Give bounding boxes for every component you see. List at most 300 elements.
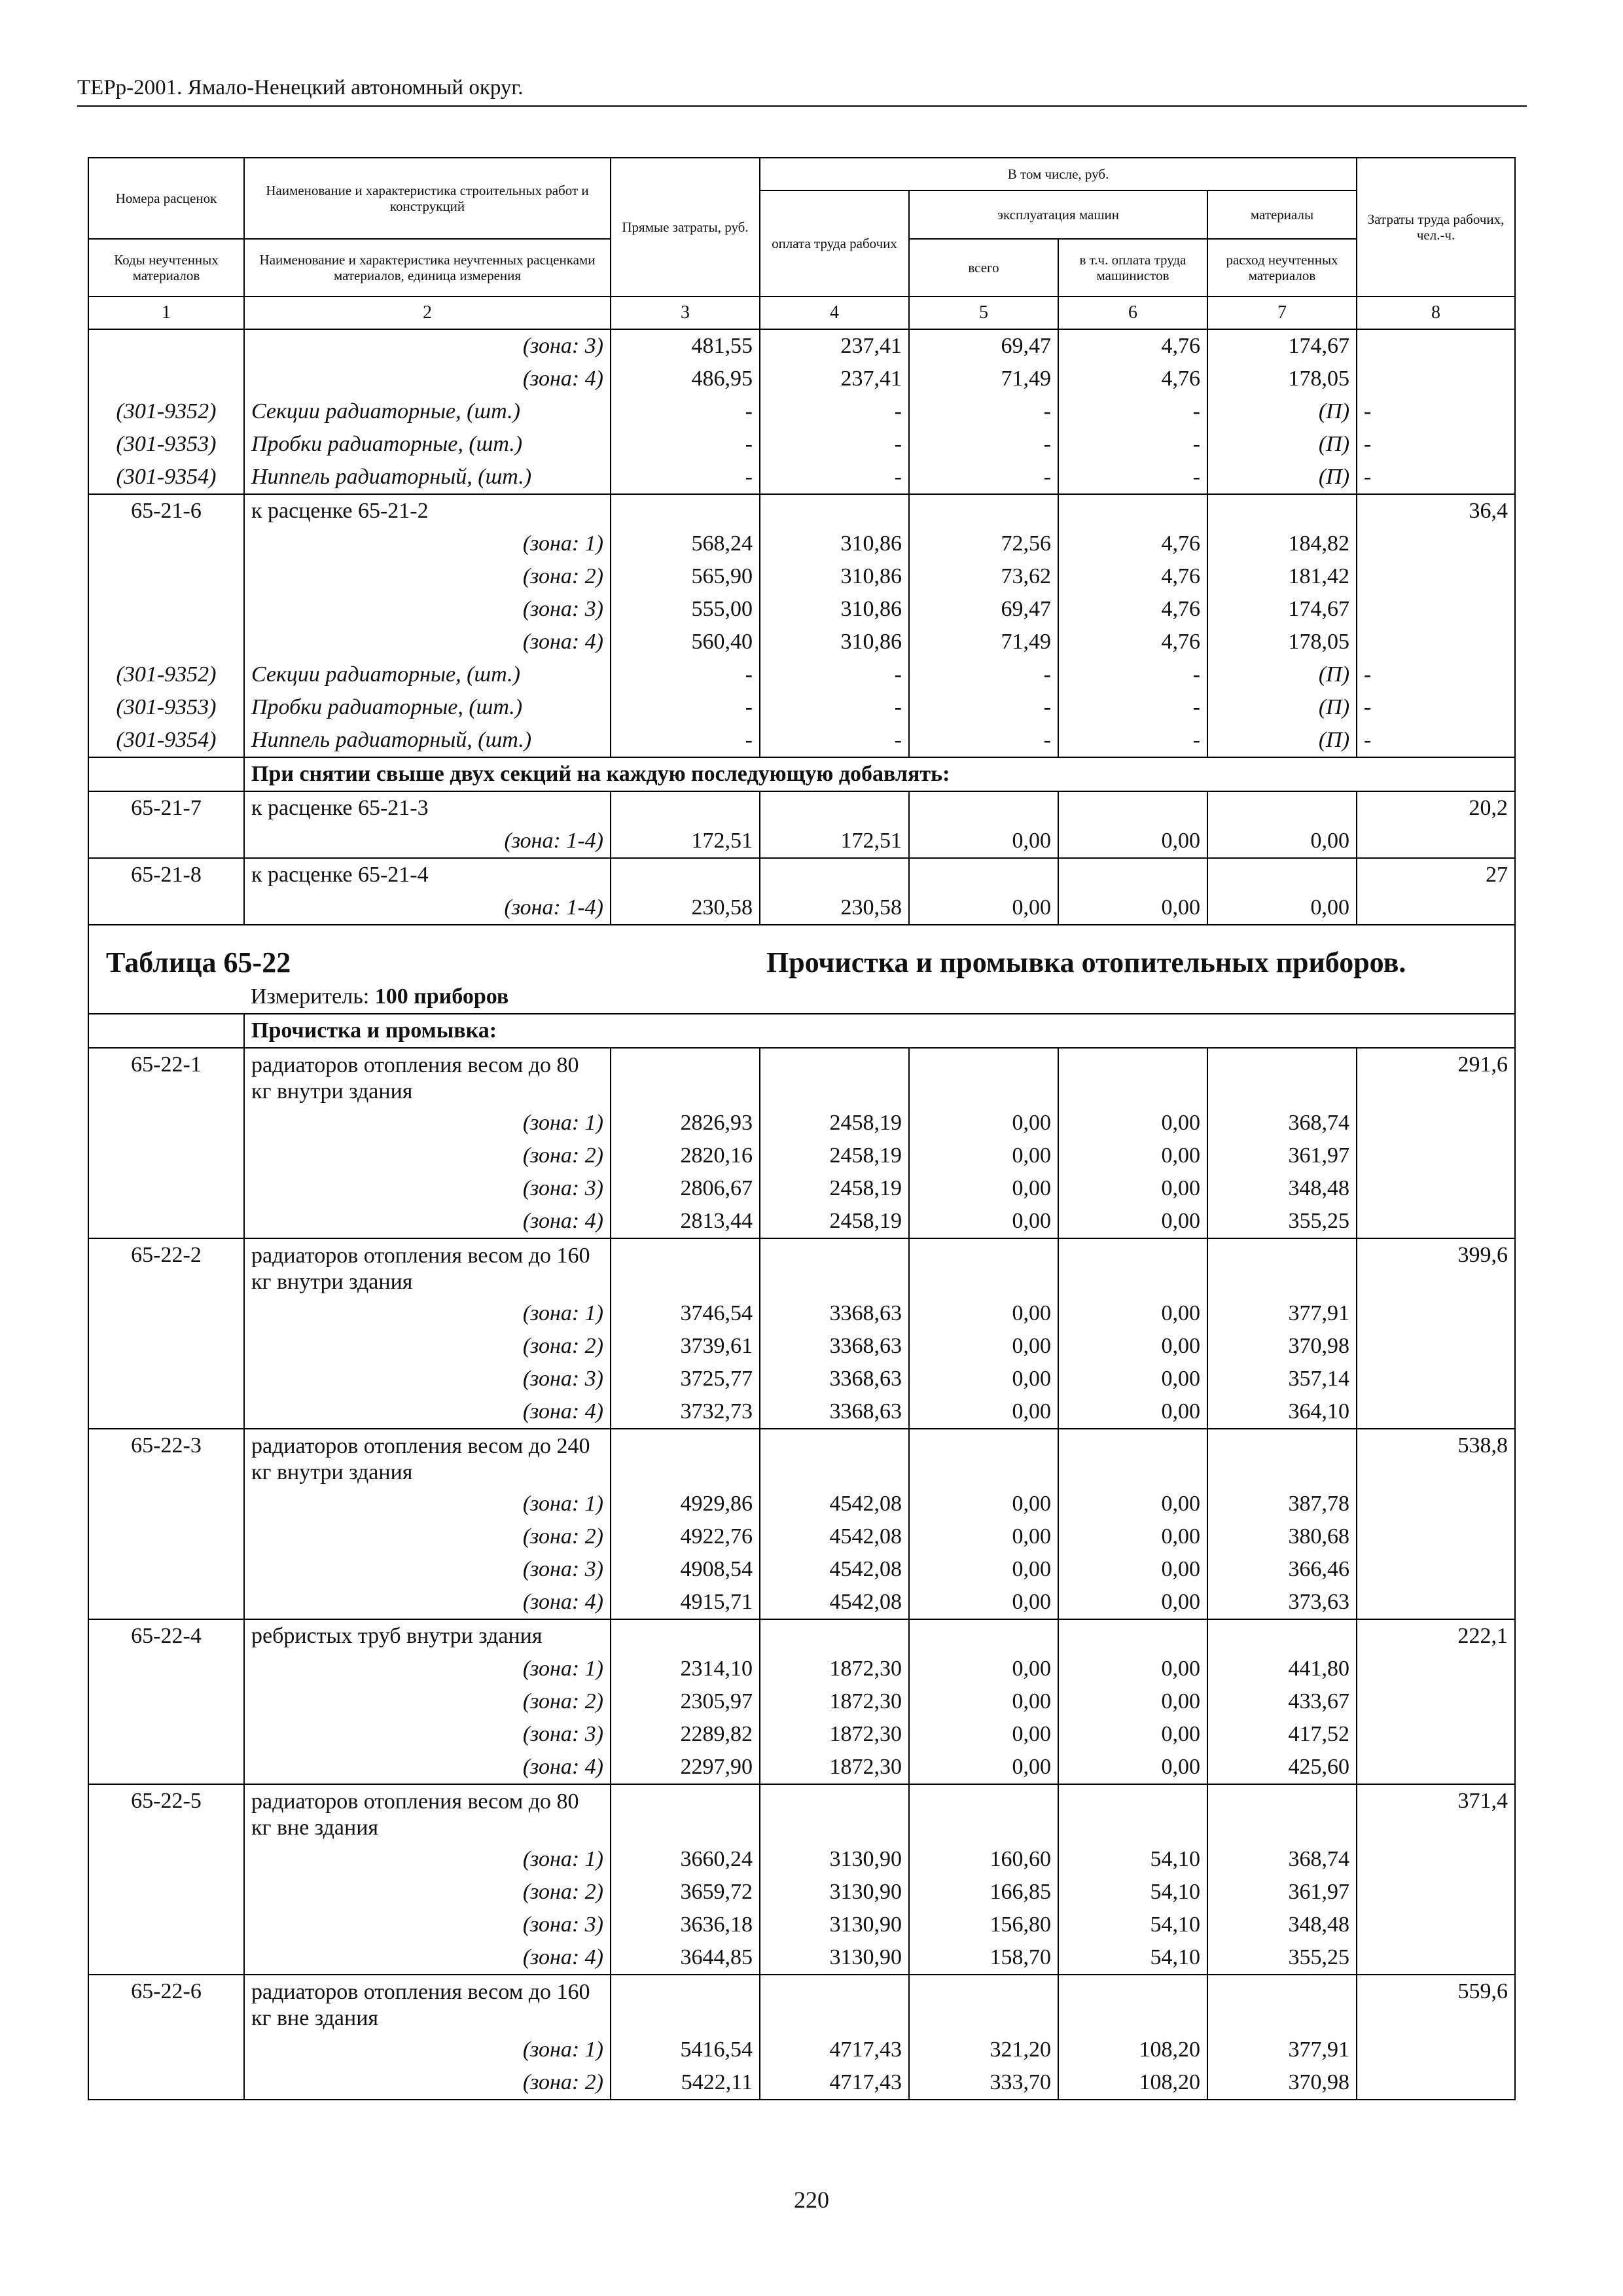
col-number: 6 (1058, 296, 1207, 329)
cost-value: 481,55 (611, 329, 760, 363)
rate-code-cell (88, 1876, 244, 1909)
cost-value: 2820,16 (611, 1139, 760, 1172)
section-title: Прочистка и промывка: (244, 1014, 1515, 1048)
cost-value: 0,00 (909, 1297, 1058, 1330)
table-row (88, 528, 1515, 560)
empty-cell (611, 1048, 760, 1107)
cost-value: 0,00 (1058, 1718, 1207, 1751)
empty-cell (760, 858, 909, 891)
rate-code-cell (88, 1843, 244, 1876)
empty-cell (1207, 1975, 1357, 2034)
material-value: - (611, 658, 760, 691)
labor-cell (1357, 2066, 1515, 2100)
table-row (88, 1941, 1515, 1975)
cost-value: 3732,73 (611, 1395, 760, 1429)
cost-value: 4,76 (1058, 528, 1207, 560)
cost-value: 230,58 (611, 891, 760, 925)
cost-value: 0,00 (1058, 1685, 1207, 1718)
cost-value: 0,00 (909, 1520, 1058, 1553)
table-row (88, 593, 1515, 626)
cost-value: 357,14 (1207, 1363, 1357, 1395)
cost-value: 0,00 (909, 1107, 1058, 1139)
table-row (88, 428, 1515, 461)
rate-code-cell (88, 891, 244, 925)
labor-cell (1357, 825, 1515, 858)
cost-value: 4542,08 (760, 1553, 909, 1586)
table-body (88, 329, 1515, 2100)
cost-value: 0,00 (909, 1205, 1058, 1238)
cost-value: 0,00 (909, 1586, 1058, 1619)
material-value: - (760, 658, 909, 691)
rate-code-cell (88, 1107, 244, 1139)
labor-hours: 222,1 (1357, 1619, 1515, 1653)
zone-label: (зона: 1) (244, 1107, 611, 1139)
labor-cell (1357, 1520, 1515, 1553)
cost-value: 361,97 (1207, 1139, 1357, 1172)
col-number: 8 (1357, 296, 1515, 329)
cost-value: 0,00 (1058, 1363, 1207, 1395)
table-row (88, 1297, 1515, 1330)
empty-cell (611, 1429, 760, 1488)
labor-cell (1357, 1488, 1515, 1520)
work-name: радиаторов отопления весом до 160 кг внутри здания (244, 1238, 611, 1297)
rate-code-cell (88, 1751, 244, 1784)
col-header-materials: материалы (1207, 190, 1357, 239)
labor-cell (1357, 1685, 1515, 1718)
labor-cell (1357, 1941, 1515, 1975)
zone-label: (зона: 4) (244, 363, 611, 395)
cost-value: 4915,71 (611, 1586, 760, 1619)
empty-cell (611, 1619, 760, 1653)
cost-value: 377,91 (1207, 2034, 1357, 2066)
cost-value: 486,95 (611, 363, 760, 395)
empty-cell (909, 858, 1058, 891)
cost-value: 71,49 (909, 363, 1058, 395)
section-title: При снятии свыше двух секций на каждую последующую добавлять: (244, 757, 1515, 791)
empty-cell (1207, 1784, 1357, 1843)
cost-value: 158,70 (909, 1941, 1058, 1975)
labor-cell (1357, 1330, 1515, 1363)
zone-label: (зона: 3) (244, 1363, 611, 1395)
empty-cell (1058, 1784, 1207, 1843)
cost-value: 5422,11 (611, 2066, 760, 2100)
rate-code-cell (88, 1172, 244, 1205)
material-value: - (1058, 724, 1207, 757)
cost-value: 2458,19 (760, 1205, 909, 1238)
empty-cell (1058, 1975, 1207, 2034)
labor-hours: 36,4 (1357, 494, 1515, 528)
rate-code-cell (88, 1205, 244, 1238)
material-value: - (760, 461, 909, 494)
cost-value: 178,05 (1207, 626, 1357, 658)
rate-code: 65-22-1 (88, 1048, 244, 1107)
cost-value: 160,60 (909, 1843, 1058, 1876)
cost-value: 3130,90 (760, 1876, 909, 1909)
table-row (88, 1395, 1515, 1429)
cost-value: 3659,72 (611, 1876, 760, 1909)
col-number: 1 (88, 296, 244, 329)
material-code: (301-9353) (88, 691, 244, 724)
table-row (88, 1685, 1515, 1718)
measure-label: Измеритель: (251, 984, 370, 1009)
cost-value: 0,00 (1058, 1395, 1207, 1429)
material-value: - (909, 724, 1058, 757)
cost-value: 4,76 (1058, 363, 1207, 395)
rate-code-cell (88, 329, 244, 363)
table-row (88, 691, 1515, 724)
zone-label: (зона: 2) (244, 1876, 611, 1909)
work-name: к расценке 65-21-3 (244, 791, 611, 825)
material-value: - (1058, 395, 1207, 428)
cost-value: 387,78 (1207, 1488, 1357, 1520)
empty-cell (1058, 1619, 1207, 1653)
table-row (88, 1488, 1515, 1520)
cost-value: 0,00 (1058, 1330, 1207, 1363)
empty-cell (760, 1619, 909, 1653)
empty-cell (611, 494, 760, 528)
cost-value: 425,60 (1207, 1751, 1357, 1784)
rate-code-cell (88, 1909, 244, 1941)
labor-cell (1357, 1751, 1515, 1784)
material-code: (301-9353) (88, 428, 244, 461)
labor-cell (1357, 363, 1515, 395)
cost-value: 364,10 (1207, 1395, 1357, 1429)
rate-code: 65-22-5 (88, 1784, 244, 1843)
cost-value: 172,51 (611, 825, 760, 858)
cost-value: 2806,67 (611, 1172, 760, 1205)
zone-label: (зона: 3) (244, 1172, 611, 1205)
cost-value: 565,90 (611, 560, 760, 593)
labor-cell (1357, 1139, 1515, 1172)
labor-cell (1357, 891, 1515, 925)
table-row (88, 461, 1515, 494)
cost-value: 321,20 (909, 2034, 1058, 2066)
table-row (88, 2066, 1515, 2100)
table-title: Прочистка и промывка отопительных приборов. (760, 925, 1515, 980)
empty-cell (611, 1975, 760, 2034)
cost-value: 3368,63 (760, 1363, 909, 1395)
rates-table (88, 157, 1516, 2100)
work-name: радиаторов отопления весом до 80 кг внутри здания (244, 1048, 611, 1107)
page-header: ТЕРр-2001. Ямало-Ненецкий автономный округ. (77, 76, 1527, 107)
table-row (88, 1520, 1515, 1553)
col-header-material-names: Наименование и характеристика неучтенных расценками материалов, единица измерения (244, 239, 611, 296)
cost-value: 108,20 (1058, 2034, 1207, 2066)
cost-value: 355,25 (1207, 1941, 1357, 1975)
cost-value: 4908,54 (611, 1553, 760, 1586)
table-row (88, 757, 1515, 791)
labor-cell (1357, 1653, 1515, 1685)
table-row (88, 1363, 1515, 1395)
cost-value: 2826,93 (611, 1107, 760, 1139)
cost-value: 4542,08 (760, 1520, 909, 1553)
table-row (88, 1205, 1515, 1238)
empty-cell (760, 1429, 909, 1488)
labor-cell (1357, 1718, 1515, 1751)
cost-value: 0,00 (909, 1172, 1058, 1205)
table-row (88, 626, 1515, 658)
cost-value: 0,00 (1058, 1586, 1207, 1619)
cost-value: 2458,19 (760, 1107, 909, 1139)
material-value: - (760, 724, 909, 757)
labor-cell (1357, 329, 1515, 363)
zone-label: (зона: 1) (244, 1488, 611, 1520)
cost-value: 0,00 (909, 1395, 1058, 1429)
cost-value: 1872,30 (760, 1751, 909, 1784)
cost-value: 3130,90 (760, 1941, 909, 1975)
cost-value: 174,67 (1207, 593, 1357, 626)
table-row (88, 1139, 1515, 1172)
empty-cell (1058, 1429, 1207, 1488)
table-row (88, 395, 1515, 428)
cost-value: 348,48 (1207, 1909, 1357, 1941)
empty-cell (909, 1619, 1058, 1653)
cost-value: 2458,19 (760, 1172, 909, 1205)
material-value: - (611, 395, 760, 428)
material-code: (301-9354) (88, 724, 244, 757)
rate-code-cell (88, 757, 244, 791)
labor-cell (1357, 1876, 1515, 1909)
labor-cell (1357, 528, 1515, 560)
rate-code-cell (88, 626, 244, 658)
rate-code: 65-22-4 (88, 1619, 244, 1653)
table-row (88, 925, 1515, 980)
zone-label: (зона: 4) (244, 1751, 611, 1784)
table-row (88, 1653, 1515, 1685)
cost-value: 2289,82 (611, 1718, 760, 1751)
table-row (88, 858, 1515, 891)
rate-code-cell (88, 2034, 244, 2066)
cost-value: 54,10 (1058, 1941, 1207, 1975)
table-row (88, 1238, 1515, 1297)
material-value: (П) (1207, 724, 1357, 757)
rate-code-cell (88, 1586, 244, 1619)
zone-label: (зона: 4) (244, 1205, 611, 1238)
cost-value: 181,42 (1207, 560, 1357, 593)
cost-value: 310,86 (760, 528, 909, 560)
cost-value: 2305,97 (611, 1685, 760, 1718)
cost-value: 368,74 (1207, 1107, 1357, 1139)
col-number: 4 (760, 296, 909, 329)
cost-value: 2813,44 (611, 1205, 760, 1238)
cost-value: 5416,54 (611, 2034, 760, 2066)
cost-value: 4929,86 (611, 1488, 760, 1520)
rate-code-cell (88, 1297, 244, 1330)
cost-value: 3368,63 (760, 1330, 909, 1363)
cost-value: 0,00 (1058, 1553, 1207, 1586)
cost-value: 54,10 (1058, 1843, 1207, 1876)
labor-hours: 27 (1357, 858, 1515, 891)
cost-value: 1872,30 (760, 1718, 909, 1751)
material-name: Ниппель радиаторный, (шт.) (244, 724, 611, 757)
cost-value: 69,47 (909, 593, 1058, 626)
zone-label: (зона: 2) (244, 1139, 611, 1172)
cost-value: 0,00 (909, 1685, 1058, 1718)
cost-value: 156,80 (909, 1909, 1058, 1941)
zone-label: (зона: 2) (244, 1685, 611, 1718)
table-row (88, 1843, 1515, 1876)
table-row (88, 1429, 1515, 1488)
cost-value: 0,00 (1058, 1751, 1207, 1784)
labor-hours: 559,6 (1357, 1975, 1515, 2034)
labor-cell (1357, 1297, 1515, 1330)
rate-code-cell (88, 1363, 244, 1395)
table-number: Таблица 65-22 (88, 925, 760, 980)
cost-value: 3725,77 (611, 1363, 760, 1395)
table-row (88, 1975, 1515, 2034)
table-row (88, 1553, 1515, 1586)
empty-cell (760, 1784, 909, 1843)
zone-label: (зона: 3) (244, 329, 611, 363)
empty-cell (1207, 1619, 1357, 1653)
labor-value: - (1357, 658, 1515, 691)
cost-value: 368,74 (1207, 1843, 1357, 1876)
material-value: - (909, 428, 1058, 461)
material-value: - (909, 691, 1058, 724)
cost-value: 433,67 (1207, 1685, 1357, 1718)
cost-value: 54,10 (1058, 1876, 1207, 1909)
table-row (88, 1751, 1515, 1784)
cost-value: 3660,24 (611, 1843, 760, 1876)
measure-value: 100 приборов (374, 984, 509, 1009)
cost-value: 0,00 (1058, 1139, 1207, 1172)
table-row (88, 1048, 1515, 1107)
cost-value: 0,00 (909, 1553, 1058, 1586)
empty-cell (1207, 494, 1357, 528)
table-row (88, 363, 1515, 395)
labor-cell (1357, 1909, 1515, 1941)
labor-cell (1357, 560, 1515, 593)
rate-code-cell (88, 1685, 244, 1718)
cost-value: 2314,10 (611, 1653, 760, 1685)
cost-value: 174,67 (1207, 329, 1357, 363)
col-number: 3 (611, 296, 760, 329)
cost-value: 361,97 (1207, 1876, 1357, 1909)
table-row (88, 1876, 1515, 1909)
material-value: - (611, 724, 760, 757)
empty-cell (1207, 1238, 1357, 1297)
cost-value: 0,00 (909, 1330, 1058, 1363)
empty-cell (1058, 791, 1207, 825)
cost-value: 71,49 (909, 626, 1058, 658)
col-header-material-codes: Коды неучтенных материалов (88, 239, 244, 296)
col-header-group: В том числе, руб. (760, 158, 1357, 190)
material-name: Пробки радиаторные, (шт.) (244, 691, 611, 724)
cost-value: 310,86 (760, 560, 909, 593)
cost-value: 3368,63 (760, 1395, 909, 1429)
cost-value: 380,68 (1207, 1520, 1357, 1553)
table-row (88, 658, 1515, 691)
material-code: (301-9354) (88, 461, 244, 494)
zone-label: (зона: 1) (244, 2034, 611, 2066)
rate-code-cell (88, 363, 244, 395)
rate-code: 65-22-2 (88, 1238, 244, 1297)
table-row (88, 2034, 1515, 2066)
cost-value: 0,00 (909, 891, 1058, 925)
rate-code-cell (88, 980, 244, 1014)
rate-code-cell (88, 1553, 244, 1586)
rate-code-cell (88, 1941, 244, 1975)
cost-value: 0,00 (1207, 825, 1357, 858)
labor-cell (1357, 1586, 1515, 1619)
cost-value: 0,00 (1058, 1107, 1207, 1139)
zone-label: (зона: 4) (244, 1586, 611, 1619)
material-name: Секции радиаторные, (шт.) (244, 395, 611, 428)
empty-cell (909, 1429, 1058, 1488)
cost-value: 0,00 (1207, 891, 1357, 925)
empty-cell (760, 1048, 909, 1107)
col-header-rate-number: Номера расценок (88, 158, 244, 239)
zone-label: (зона: 1) (244, 528, 611, 560)
empty-cell (1058, 1048, 1207, 1107)
table-row (88, 980, 1515, 1014)
cost-value: 72,56 (909, 528, 1058, 560)
work-name: к расценке 65-21-2 (244, 494, 611, 528)
labor-cell (1357, 1205, 1515, 1238)
empty-cell (1058, 1238, 1207, 1297)
rate-code-cell (88, 1330, 244, 1363)
cost-value: 2458,19 (760, 1139, 909, 1172)
material-value: - (760, 395, 909, 428)
cost-value: 333,70 (909, 2066, 1058, 2100)
cost-value: 4,76 (1058, 329, 1207, 363)
cost-value: 0,00 (909, 1488, 1058, 1520)
zone-label: (зона: 3) (244, 1553, 611, 1586)
cost-value: 3130,90 (760, 1909, 909, 1941)
labor-cell (1357, 2034, 1515, 2066)
col-header-labor-pay: оплата труда рабочих (760, 190, 909, 296)
cost-value: 0,00 (1058, 825, 1207, 858)
rate-code: 65-21-7 (88, 791, 244, 825)
table-row (88, 791, 1515, 825)
cost-value: 310,86 (760, 593, 909, 626)
empty-cell (1058, 858, 1207, 891)
cost-value: 4,76 (1058, 593, 1207, 626)
cost-value: 370,98 (1207, 1330, 1357, 1363)
labor-cell (1357, 1843, 1515, 1876)
cost-value: 1872,30 (760, 1685, 909, 1718)
col-header-machines: эксплуатация машин (909, 190, 1207, 239)
page-number: 220 (794, 2187, 829, 2213)
labor-value: - (1357, 461, 1515, 494)
col-header-direct-costs: Прямые затраты, руб. (611, 158, 760, 296)
work-name: радиаторов отопления весом до 160 кг вне здания (244, 1975, 611, 2034)
zone-label: (зона: 2) (244, 2066, 611, 2100)
cost-value: 3130,90 (760, 1843, 909, 1876)
empty-cell (760, 1238, 909, 1297)
rate-code-cell (88, 593, 244, 626)
material-name: Ниппель радиаторный, (шт.) (244, 461, 611, 494)
cost-value: 417,52 (1207, 1718, 1357, 1751)
empty-cell (909, 1048, 1058, 1107)
empty-cell (760, 494, 909, 528)
cost-value: 172,51 (760, 825, 909, 858)
zone-label: (зона: 1) (244, 1843, 611, 1876)
cost-value: 69,47 (909, 329, 1058, 363)
work-name: к расценке 65-21-4 (244, 858, 611, 891)
cost-value: 0,00 (1058, 891, 1207, 925)
cost-value: 568,24 (611, 528, 760, 560)
rate-code-cell (88, 825, 244, 858)
cost-value: 4717,43 (760, 2066, 909, 2100)
cost-value: 0,00 (909, 1718, 1058, 1751)
rate-code: 65-22-6 (88, 1975, 244, 2034)
col-number: 2 (244, 296, 611, 329)
cost-value: 3368,63 (760, 1297, 909, 1330)
rate-code: 65-22-3 (88, 1429, 244, 1488)
empty-cell (909, 494, 1058, 528)
empty-cell (760, 1975, 909, 2034)
